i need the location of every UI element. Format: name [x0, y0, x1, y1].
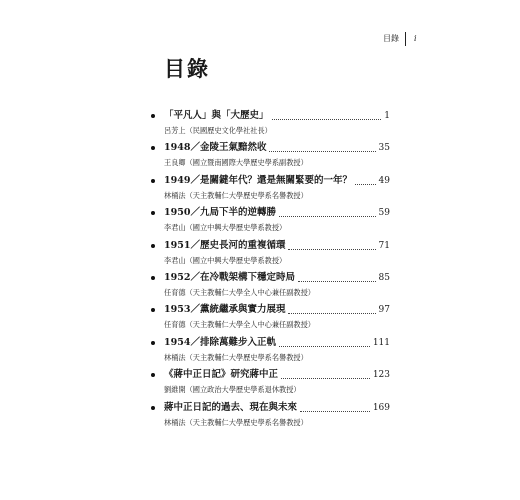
toc-entry-page: 169 — [372, 402, 390, 413]
toc-entry-page: 59 — [378, 208, 390, 219]
toc-entry-line — [164, 367, 390, 383]
toc-entry-line — [164, 205, 390, 221]
dot-leader — [288, 249, 375, 250]
toc-entry — [164, 270, 390, 302]
bullet-icon — [151, 146, 155, 150]
toc-entry-line — [164, 335, 390, 351]
bullet-icon — [151, 406, 155, 410]
toc-entry-line — [164, 108, 390, 124]
toc-entry-author: 任育德（天主教輔仁大學全人中心兼任副教授） — [164, 287, 315, 297]
running-head-divider — [405, 32, 406, 46]
toc-entry — [164, 367, 390, 399]
toc-entry — [164, 173, 390, 205]
toc-entry-title: 1948／金陵王氣黯然收 — [164, 142, 267, 154]
toc-entry-line — [164, 302, 390, 318]
bullet-icon — [151, 308, 155, 312]
running-head — [383, 31, 433, 47]
bullet-icon — [151, 211, 155, 215]
toc-entry-author: 呂芳上（民國歷史文化學社社長） — [164, 126, 272, 135]
dot-leader — [298, 281, 376, 282]
toc-entry-author: 王良卿（國立暨南國際大學歷史學系副教授） — [164, 158, 308, 168]
toc-entry-title: 蔣中正日記的過去、現在與未來 — [164, 401, 298, 413]
bullet-icon — [151, 341, 155, 345]
toc-entry-title: 1949／是關鍵年代？還是無關緊要的一年？ — [164, 174, 352, 186]
toc-entry-title: 1950／九局下半的逆轉勝 — [164, 207, 276, 219]
toc-entry-title: 1954／排除萬難步入正軌 — [164, 336, 276, 348]
toc-entry-author: 李君山（國立中興大學歷史學系教授） — [164, 255, 287, 265]
toc-entry-line — [164, 270, 390, 286]
table-of-contents — [164, 108, 390, 432]
dot-leader — [279, 216, 376, 217]
toc-entry-title: 1952／在冷戰架構下穩定時局 — [164, 271, 295, 283]
toc-entry — [164, 108, 390, 140]
toc-entry-line — [164, 400, 390, 416]
toc-entry — [164, 238, 390, 270]
toc-entry-line — [164, 238, 390, 254]
toc-entry-line — [164, 173, 390, 189]
dot-leader — [272, 119, 382, 120]
bullet-icon — [151, 244, 155, 248]
toc-entry — [164, 140, 390, 172]
toc-entry-line — [164, 140, 390, 156]
toc-entry-title: 「平凡人」與「大歷史」 — [164, 110, 269, 121]
toc-entry-title: 1951／歷史長河的重複循環 — [164, 239, 286, 251]
dot-leader — [288, 313, 375, 314]
toc-entry-title: 《蔣中正日記》研究蔣中正 — [164, 369, 279, 381]
toc-entry-author: 李君山（國立中興大學歷史學系教授） — [164, 223, 287, 233]
toc-entry-page: 71 — [378, 240, 390, 251]
toc-entry-page: 111 — [372, 337, 390, 348]
dot-leader — [269, 151, 375, 152]
running-head-title: 目錄 — [383, 34, 399, 43]
dot-leader — [355, 184, 376, 185]
bullet-icon — [151, 179, 155, 183]
toc-entry-author: 任育德（天主教輔仁大學全人中心兼任副教授） — [164, 320, 315, 330]
page-title: 目錄 — [164, 56, 210, 81]
toc-entry-title: 1953／黨統繼承與實力展現 — [164, 304, 286, 316]
toc-entry-page: 97 — [378, 305, 390, 316]
toc-entry — [164, 302, 390, 334]
toc-entry-author: 林桶法（天主教輔仁大學歷史學系名譽教授） — [164, 190, 308, 200]
toc-entry-author: 林桶法（天主教輔仁大學歷史學系名譽教授） — [164, 417, 308, 427]
bullet-icon — [151, 114, 155, 118]
toc-entry-page: 49 — [378, 175, 390, 186]
bullet-icon — [151, 276, 155, 280]
toc-entry-page: 123 — [372, 370, 390, 381]
bullet-icon — [151, 373, 155, 377]
dot-leader — [281, 378, 370, 379]
dot-leader — [279, 346, 370, 347]
toc-entry-page: 1 — [384, 111, 390, 121]
toc-entry-author: 林桶法（天主教輔仁大學歷史學系名譽教授） — [164, 352, 308, 362]
toc-entry — [164, 400, 390, 432]
toc-entry-page: 35 — [378, 143, 390, 154]
toc-entry — [164, 205, 390, 237]
toc-entry-page: 85 — [378, 272, 390, 283]
running-head-page-number: i — [414, 34, 417, 43]
dot-leader — [300, 411, 370, 412]
toc-entry — [164, 335, 390, 367]
toc-entry-author: 劉維開（國立政治大學歷史學系退休教授） — [164, 385, 301, 395]
